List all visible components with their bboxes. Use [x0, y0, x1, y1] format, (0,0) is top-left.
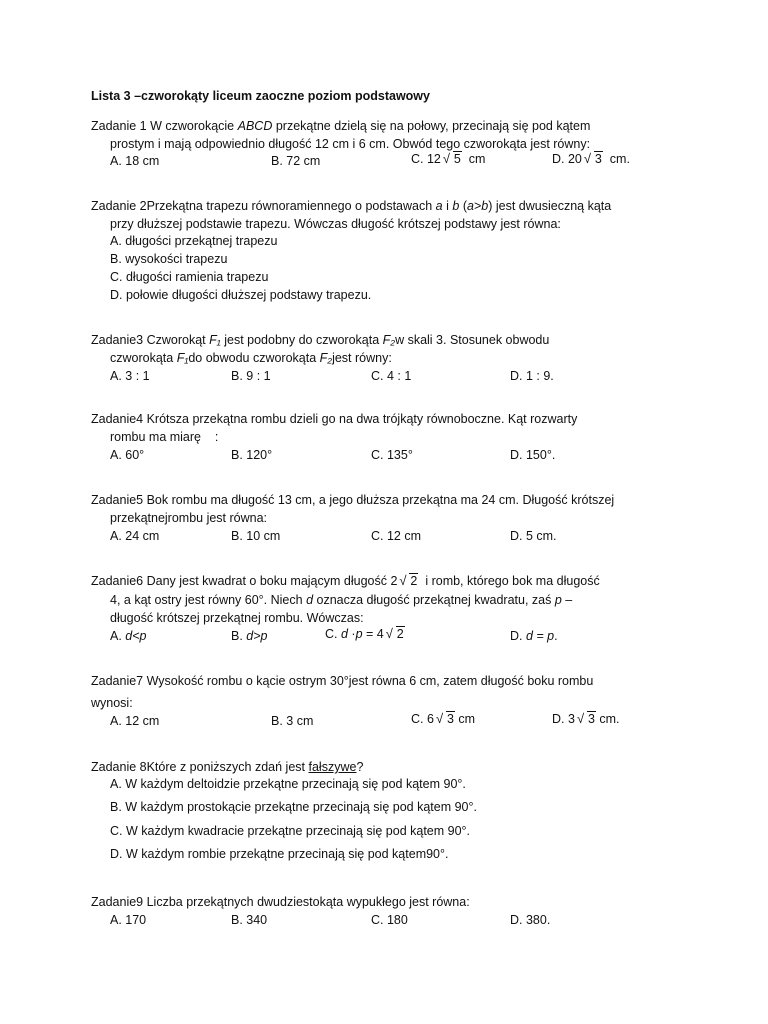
task-6-line-3: długość krótszej przekątnej rombu. Wówczas: — [110, 611, 364, 625]
task-1-answer-b: B. 72 cm — [271, 154, 321, 168]
task-5-line-2: przekątnejrombu jest równa: — [110, 511, 268, 525]
task-3-line-1: Zadanie3 Czworokąt F₁ jest podobny do czworokąta F₂w skali 3. Stosunek obwodu — [91, 333, 550, 347]
task-7-line-2: wynosi: — [91, 696, 133, 710]
task-1-answer-c: C. 12√ 5 cm — [411, 151, 485, 168]
sqrt-symbol: √ 5 — [443, 151, 462, 168]
task-3-answer-a: A. 3 : 1 — [110, 369, 150, 383]
task-8-answer-b: B. W każdym prostokącie przekątne przecinają się pod kątem 90°. — [110, 800, 477, 814]
task-1-line-2: prostym i mają odpowiednio długość 12 cm i 6 cm. Obwód tego czworokąta jest równy: — [110, 137, 591, 151]
task-6-answer-a: A. d<p — [110, 629, 147, 643]
task-4-answer-a: A. 60° — [110, 448, 145, 462]
task-5-answer-d: D. 5 cm. — [510, 529, 557, 543]
task-5-answer-b: B. 10 cm — [231, 529, 281, 543]
sqrt-symbol: √ 3 — [436, 711, 455, 728]
task-5-answer-a: A. 24 cm — [110, 529, 160, 543]
task-7-answer-a: A. 12 cm — [110, 714, 160, 728]
task-1-answer-a: A. 18 cm — [110, 154, 160, 168]
task-6-answer-c: C. d ·p = 4√ 2 — [325, 626, 405, 643]
task-7-answer-b: B. 3 cm — [271, 714, 314, 728]
task-4-answer-d: D. 150°. — [510, 448, 556, 462]
task-8-answer-d: D. W każdym rombie przekątne przecinają się pod kątem90°. — [110, 847, 449, 861]
task-5-line-1: Zadanie5 Bok rombu ma długość 13 cm, a jego dłuższa przekątna ma 24 cm. Długość krótszej — [91, 493, 615, 507]
sqrt-symbol: √ 2 — [399, 573, 418, 590]
task-9-answer-a: A. 170 — [110, 913, 147, 927]
sqrt-symbol: √ 2 — [386, 626, 405, 643]
task-4-answer-b: B. 120° — [231, 448, 273, 462]
task-3-answer-b: B. 9 : 1 — [231, 369, 271, 383]
task-2-line-2: przy dłuższej podstawie trapezu. Wówczas długość krótszej podstawy jest równa: — [110, 217, 561, 231]
task-3-answer-c: C. 4 : 1 — [371, 369, 412, 383]
sqrt-symbol: √ 3 — [577, 711, 596, 728]
task-6-line-1: Zadanie6 Dany jest kwadrat o boku mającym długość 2√ 2 i romb, którego bok ma długość — [91, 573, 600, 590]
task-2-line-1: Zadanie 2Przekątna trapezu równoramiennego o podstawach a i b (a>b) jest dwusieczną kąta — [91, 199, 612, 213]
task-4-line-2: rombu ma miarę : — [110, 430, 219, 444]
task-1-answer-d: D. 20√ 3 cm. — [552, 151, 630, 168]
task-5-answer-c: C. 12 cm — [371, 529, 422, 543]
task-7-answer-c: C. 6√ 3 cm — [411, 711, 475, 728]
task-8-answer-a: A. W każdym deltoidzie przekątne przecinają się pod kątem 90°. — [110, 777, 466, 791]
task-6-line-2: 4, a kąt ostry jest równy 60°. Niech d oznacza długość przekątnej kwadratu, zaś p – — [110, 593, 573, 607]
task-6-answer-b: B. d>p — [231, 629, 268, 643]
task-3-line-2: czworokąta F₁do obwodu czworokąta F₂jest równy: — [110, 351, 392, 365]
task-8-line-1: Zadanie 8Które z poniższych zdań jest fałszywe? — [91, 760, 364, 774]
task-9-answer-c: C. 180 — [371, 913, 408, 927]
task-2-answer-d: D. połowie długości dłuższej podstawy trapezu. — [110, 288, 372, 302]
task-9-answer-b: B. 340 — [231, 913, 268, 927]
page-title: Lista 3 –czworokąty liceum zaoczne poziom podstawowy — [91, 89, 430, 103]
task-7-line-1: Zadanie7 Wysokość rombu o kącie ostrym 30°jest równa 6 cm, zatem długość boku rombu — [91, 674, 594, 688]
sqrt-symbol: √ 3 — [584, 151, 603, 168]
task-2-answer-c: C. długości ramienia trapezu — [110, 270, 269, 284]
task-9-answer-d: D. 380. — [510, 913, 551, 927]
task-8-answer-c: C. W każdym kwadracie przekątne przecinają się pod kątem 90°. — [110, 824, 471, 838]
task-7-answer-d: D. 3√ 3 cm. — [552, 711, 620, 728]
task-2-answer-a: A. długości przekątnej trapezu — [110, 234, 278, 248]
task-2-answer-b: B. wysokości trapezu — [110, 252, 228, 266]
task-6-answer-d: D. d = p. — [510, 629, 558, 643]
task-9-line-1: Zadanie9 Liczba przekątnych dwudziestokąta wypukłego jest równa: — [91, 895, 470, 909]
task-1-line-1: Zadanie 1 W czworokącie ABCD przekątne dzielą się na połowy, przecinają się pod kątem — [91, 119, 591, 133]
task-3-answer-d: D. 1 : 9. — [510, 369, 554, 383]
task-4-line-1: Zadanie4 Krótsza przekątna rombu dzieli go na dwa trójkąty równoboczne. Kąt rozwarty — [91, 412, 578, 426]
task-4-answer-c: C. 135° — [371, 448, 413, 462]
